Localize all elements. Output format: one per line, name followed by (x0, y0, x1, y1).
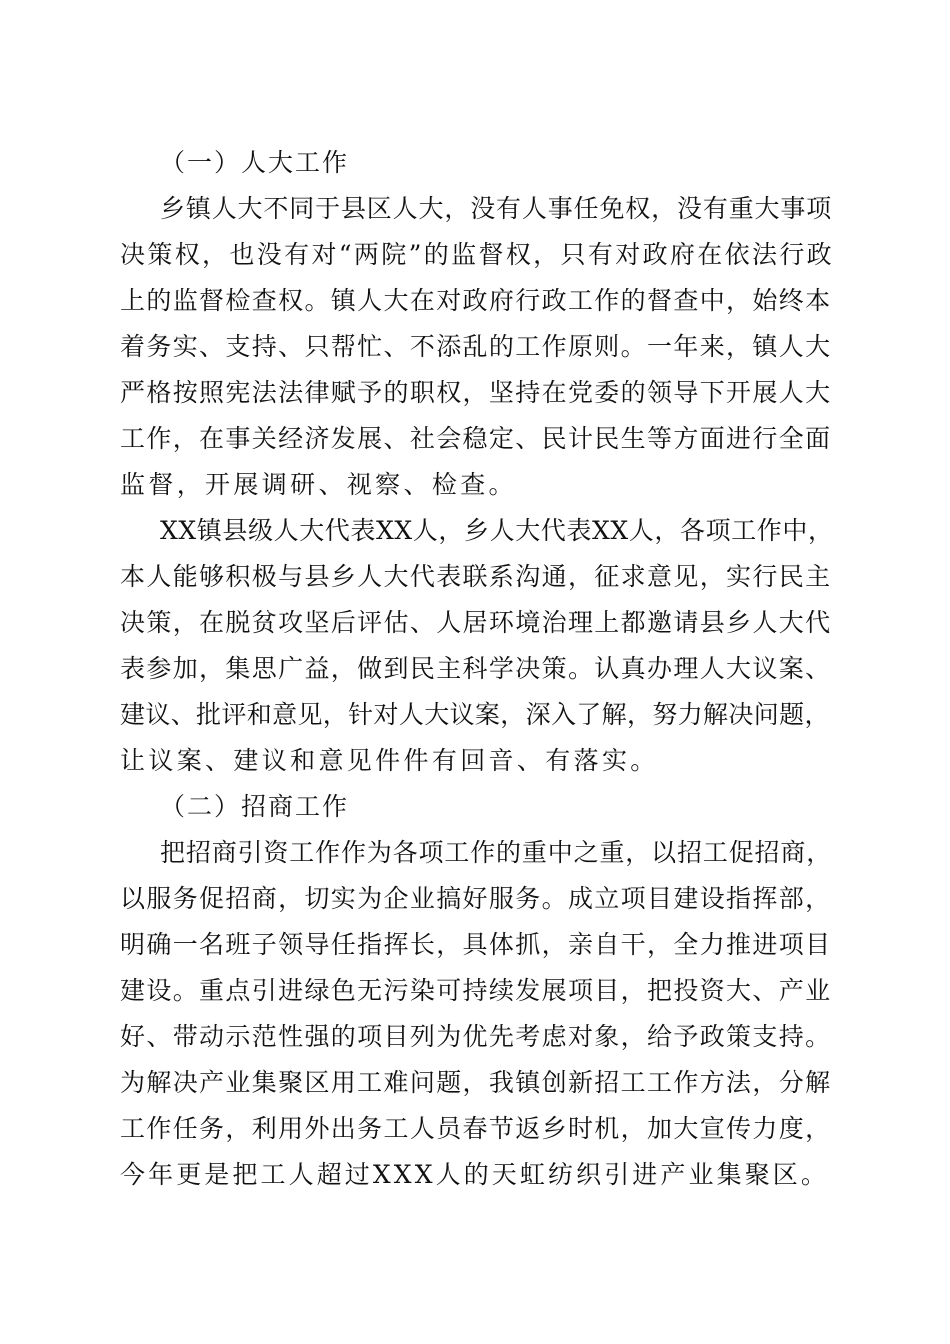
paragraph-line: 把招商引资工作作为各项工作的重中之重，以招工促招商， (160, 838, 833, 867)
paragraph-line: 着务实、支持、只帮忙、不添乱的工作原则。一年来，镇人大 (120, 332, 832, 361)
paragraph-line: 严格按照宪法法律赋予的职权，坚持在党委的领导下开展人大 (120, 378, 832, 407)
paragraph-line: 今年更是把工人超过XXX人的天虹纺织引进产业集聚区。 (120, 1160, 829, 1189)
paragraph-line: 工作任务，利用外出务工人员春节返乡时机，加大宣传力度， (120, 1114, 832, 1143)
paragraph-line: 本人能够积极与县乡人大代表联系沟通，征求意见，实行民主 (120, 562, 832, 591)
paragraph-line: 监督，开展调研、视察、检查。 (120, 470, 517, 499)
paragraph-line: 表参加，集思广益，做到民主科学决策。认真办理人大议案、 (120, 654, 832, 683)
paragraph-line: 乡镇人大不同于县区人大，没有人事任免权，没有重大事项 (160, 194, 833, 223)
paragraph-line: 让议案、建议和意见件件有回音、有落实。 (120, 746, 659, 775)
paragraph-line: 上的监督检查权。镇人大在对政府行政工作的督查中，始终本 (120, 286, 832, 315)
paragraph-line: 好、带动示范性强的项目列为优先考虑对象，给予政策支持。 (120, 1022, 832, 1051)
paragraph-line: 为解决产业集聚区用工难问题，我镇创新招工工作方法，分解 (120, 1068, 832, 1097)
section-heading: （一）人大工作 (160, 148, 350, 177)
paragraph-line: 建议、批评和意见，针对人大议案，深入了解，努力解决问题， (120, 700, 830, 729)
paragraph-line: 工作，在事关经济发展、社会稳定、民计民生等方面进行全面 (120, 424, 832, 453)
paragraph-line: 以服务促招商，切实为企业搞好服务。成立项目建设指挥部， (120, 884, 832, 913)
section-heading: （二）招商工作 (160, 792, 350, 821)
paragraph-line: 决策，在脱贫攻坚后评估、人居环境治理上都邀请县乡人大代 (120, 608, 832, 637)
paragraph-line: 明确一名班子领导任指挥长，具体抓，亲自干，全力推进项目 (120, 930, 832, 959)
paragraph-line: 决策权，也没有对“两院”的监督权，只有对政府在依法行政 (120, 240, 835, 269)
paragraph-line: 建设。重点引进绿色无污染可持续发展项目，把投资大、产业 (120, 976, 832, 1005)
paragraph-line: XX镇县级人大代表XX人，乡人大代表XX人，各项工作中， (160, 516, 834, 545)
